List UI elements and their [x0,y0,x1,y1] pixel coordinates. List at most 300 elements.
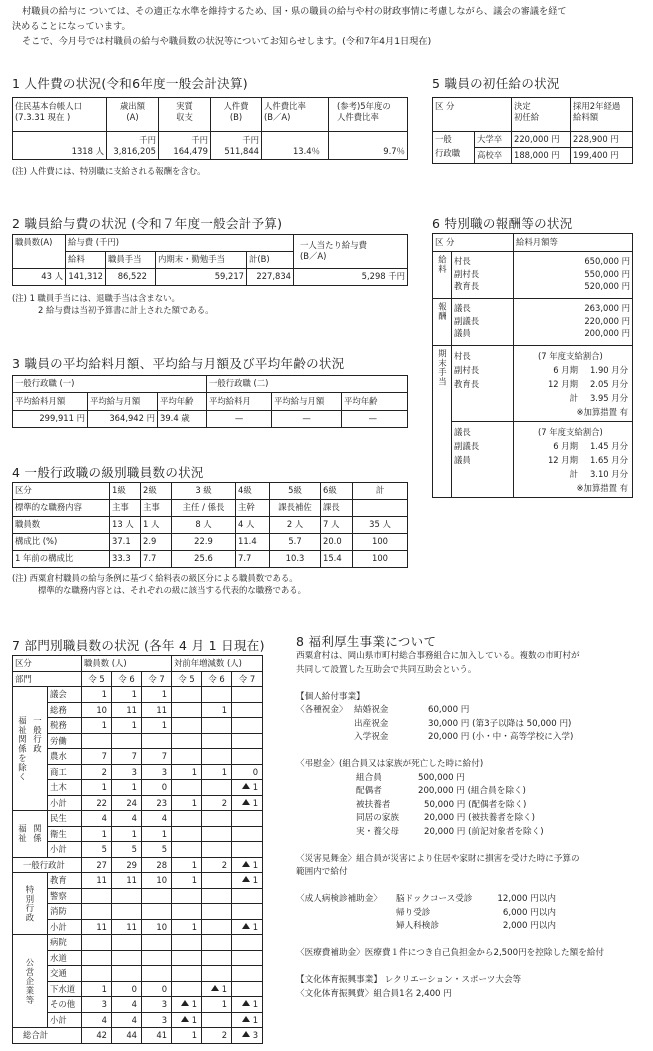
count-cell: 3 [142,764,172,780]
header-staff-count: 職員数(A) [13,235,66,269]
count-cell: 4 [82,1012,112,1028]
header-allowances: 職員手当 [106,252,156,269]
count-cell [82,935,112,951]
header-row [13,483,408,500]
personal-benefits-heading: 【個人給付事業】 [296,691,365,702]
table-cell: 5.7 [270,534,321,551]
salary-cost-table [12,234,408,286]
decrease-value: 1 [252,1014,259,1025]
header-avg-base: 平均給料月額 [13,393,88,411]
value-avg-age-2: — [342,411,408,428]
header-avg-pay-2: 平均給与月額 [272,393,342,411]
reward-positions: 議長 副議長 議員 [452,299,514,346]
table-cell: 10.3 [270,551,321,568]
count-cell [202,935,232,951]
count-cell: 7 [82,749,112,765]
intro-line-2: 決めることになっています。 [12,21,131,32]
year-col: 令 5 [82,671,112,687]
count-cell [232,842,263,858]
row-label: 区分 [13,483,110,500]
decrease-value: 1 [191,1014,198,1025]
table-row [13,904,263,920]
count-cell [202,904,232,920]
grade-staff-table [12,482,408,568]
count-cell: 4 [112,811,142,827]
table-row [13,551,408,568]
table-row [13,534,408,551]
count-cell [232,733,263,749]
value-population: 1318 人 [13,132,107,160]
count-cell: 41 [142,1028,172,1044]
count-cell: 11 [82,919,112,935]
section-4-note-1: (注) 西粟倉村職員の給与条例に基づく給料表の級区分による職員数である。 [12,573,298,583]
table-row [13,950,263,966]
department-label: 衛生 [48,826,82,842]
decrease-triangle-icon [242,876,250,882]
table-row [13,764,263,780]
count-cell [112,888,142,904]
count-cell [232,935,263,951]
section-4-title: 4 一般行政職の級別職員数の状況 [12,465,204,480]
group-general-admin: 一般 行政職 [433,132,475,164]
count-cell [232,718,263,734]
header-ratio: 人件費比率 (B／A) [262,98,329,132]
count-cell: 11 [142,702,172,718]
count-cell: 5 [82,842,112,858]
year-col: 令 7 [232,671,263,687]
count-cell [112,733,142,749]
value-avg-age: 39.4 歳 [158,411,207,428]
value-real-balance: 千円 164,479 [159,132,211,160]
table-row [13,749,263,765]
table-cell: 33.3 [110,551,141,568]
table-cell: 100 [353,551,408,568]
count-cell [202,780,232,796]
starting-salary-table [432,97,633,164]
group-general-admin: 福祉関係を除く 一般行政 [13,687,48,811]
celebration-row: 入学祝金 20,000 円 (小・中・高等学校に入学) [354,732,574,742]
header-staff-count: 職員数 (人) [82,656,172,672]
header-kubun: 区分 [13,656,82,672]
header-monthly: 給料月額等 [514,234,633,252]
count-cell: 11 [82,873,112,889]
count-cell [172,966,202,982]
table-row [13,702,263,718]
count-cell: 1 [202,997,232,1013]
intro-text [12,4,647,49]
table-cell: 11.4 [236,534,270,551]
section-1-title: 1 人件費の状況(令和6年度一般会計決算) [12,76,248,91]
count-cell [202,919,232,935]
count-cell [232,873,263,889]
table-row [13,842,263,858]
count-cell [232,1012,263,1028]
header-yoy-change: 対前年増減数 (人) [172,656,263,672]
decrease-triangle-icon [242,861,250,867]
department-label: 水道 [48,950,82,966]
header-bonus: 内期末・勤勉手当 [156,252,247,269]
value-ref-ratio: 9.7％ [329,132,408,160]
decrease-value: 1 [252,859,259,870]
count-cell: 22 [82,795,112,811]
count-cell: 4 [112,997,142,1013]
count-cell: 1 [82,981,112,997]
count-cell [232,888,263,904]
header-category: 区 分 [433,98,512,132]
count-cell: 2 [82,764,112,780]
count-cell: 2 [202,795,232,811]
after2-university: 228,900 円 [571,132,633,148]
count-cell: 1 [172,857,202,873]
count-cell: 7 [142,749,172,765]
count-cell [232,687,263,703]
count-cell: 1 [172,764,202,780]
header-population: 住民基本台帳人口 (7.3.31 現在 ) [13,98,107,132]
bonus-positions-a: 村長 副村長 教育長 [452,346,514,422]
department-label: 民生 [48,811,82,827]
count-cell: 3 [142,1012,172,1028]
table-row [13,981,263,997]
row-label: 1 年前の構成比 [13,551,110,568]
count-cell [142,888,172,904]
count-cell [232,780,263,796]
table-row [13,517,408,534]
count-cell [112,950,142,966]
condolence-row: 同居の家族 20,000 円 (被扶養者を除く) [356,813,535,823]
table-row [13,935,263,951]
year-col: 令 5 [172,671,202,687]
value-per-person: 5,298 千円 [294,269,408,286]
header-avg-age-2: 平均年齢 [342,393,408,411]
count-cell: 7 [112,749,142,765]
group-admin-2: 一般行政職 (二) [207,376,408,393]
table-cell: 2級 [141,483,172,500]
bonus-rates-a: (7 年度支給割合) 6 月期 1.90 月分 12 月期 2.05 月分 計 3.95 月分 ※加算措置 有 [514,346,633,422]
header-category: 区 分 [433,234,514,252]
count-cell: 24 [112,795,142,811]
count-cell: 4 [82,811,112,827]
count-cell [232,749,263,765]
count-cell [202,749,232,765]
count-cell [172,888,202,904]
count-cell [82,904,112,920]
count-cell: 3 [142,997,172,1013]
decrease-value: 3 [252,1030,259,1041]
count-cell [202,811,232,827]
table-row [13,919,263,935]
intro-line-3: そこで、今月号では村職員の給与や職員数の状況等についてお知らせします。(令和7年4月1日現在) [22,36,432,47]
table-row [13,826,263,842]
welfare-intro-1: 西粟倉村は、岡山県市町村総合事務組合に加入している。複数の市町村が [296,651,580,661]
count-cell [142,733,172,749]
header-total: 計(B) [247,252,294,269]
department-label: 総合計 [13,1028,82,1044]
count-cell: 1 [172,795,202,811]
section-7-title: 7 部門別職員数の状況 (各年 4 月 1 日現在) [12,638,265,653]
checkup-row: 婦人科検診 2,000 円以内 [396,921,556,931]
table-cell: 課長補佐 [270,500,321,517]
count-cell: 0 [232,764,263,780]
value-staff-count: 43 人 [13,269,66,286]
condolence-row: 被扶養者 50,000 円 (配偶者を除く) [356,799,527,810]
row-label: 標準的な職務内容 [13,500,110,517]
condolence-row: 組合員 500,000 円 [356,772,465,783]
count-cell: 0 [142,780,172,796]
table-cell: 20.0 [321,534,353,551]
header-avg-age: 平均年齢 [158,393,207,411]
section-2-note-2: 2 給与費は当初予算書に計上された額である。 [38,305,214,315]
table-cell: 13 人 [110,517,141,534]
decrease-value: 1 [191,999,198,1010]
count-cell: 1 [202,702,232,718]
culture-sports-fee: 〈文化体育振興費〉組合員1名 2,400 円 [296,988,452,999]
count-cell: 2 [202,1028,232,1044]
count-cell: 5 [142,842,172,858]
salary-amounts: 650,000 円 550,000 円 520,000 円 [514,252,633,299]
table-cell: 主任 / 係長 [172,500,236,517]
culture-sports-heading: 【文化体育振興事業】 レクリエーション・スポーツ大会等 [296,975,522,985]
section-3-title: 3 職員の平均給料月額、平均給与月額及び平均年齢の状況 [12,356,345,371]
personnel-cost-table [12,97,408,160]
count-cell: 1 [82,718,112,734]
celebration-row: 〈各種祝金〉 結婚祝金 60,000 円 [296,705,470,715]
count-cell: 1 [112,780,142,796]
count-cell: 11 [112,873,142,889]
count-cell: 44 [112,1028,142,1044]
count-cell [172,950,202,966]
table-cell: 主事 [141,500,172,517]
section-8-title: 8 福利厚生事業について [296,634,437,649]
count-cell [82,966,112,982]
count-cell [232,811,263,827]
count-cell [232,950,263,966]
decrease-value: 1 [221,983,228,994]
count-cell: 27 [82,857,112,873]
year-col: 令 7 [142,671,172,687]
count-cell: 4 [142,811,172,827]
count-cell: 1 [202,764,232,780]
count-cell [172,826,202,842]
count-cell [202,1012,232,1028]
count-cell [112,904,142,920]
count-cell: 1 [82,826,112,842]
count-cell [202,718,232,734]
header-salary-cost: 給与費 (千円) [66,235,294,252]
group-reward: 報酬 [433,299,452,346]
count-cell: 23 [142,795,172,811]
value-avg-pay: 364,942 円 [88,411,158,428]
average-salary-table [12,375,408,428]
table-row [13,500,408,517]
table-row [13,997,263,1013]
count-cell [232,1028,263,1044]
department-label: 労働 [48,733,82,749]
section-6-title: 6 特別職の報酬等の状況 [432,216,573,231]
section-4-note-2: 標準的な職務内容とは、それぞれの級に該当する代表的な職務である。 [38,585,306,595]
count-cell [82,888,112,904]
count-cell: 5 [112,842,142,858]
education-highschool: 高校卒 [475,148,512,164]
department-label: 下水道 [48,981,82,997]
table-cell: 5級 [270,483,321,500]
count-cell: 42 [82,1028,112,1044]
decrease-triangle-icon [242,799,250,805]
count-cell [172,733,202,749]
table-row [13,780,263,796]
table-cell: 35 人 [353,517,408,534]
table-row [13,687,263,703]
decrease-triangle-icon [181,1000,189,1006]
welfare-section [296,650,648,1001]
value-avg-pay-2: — [272,411,342,428]
table-cell: 2.9 [141,534,172,551]
department-label: その他 [48,997,82,1013]
count-cell [232,919,263,935]
count-cell [82,733,112,749]
count-cell [112,935,142,951]
count-cell [202,687,232,703]
table-cell: 37.1 [110,534,141,551]
count-cell: 1 [142,687,172,703]
department-label: 総務 [48,702,82,718]
value-expenditure: 千円 3,816,205 [107,132,159,160]
count-cell [142,935,172,951]
count-cell [202,826,232,842]
intro-line-1: 村職員の給与に ついては、その適正な水準を維持するため、国・県の職員の給与や村の財政事情に考慮しながら、議会の審議を経て [22,6,567,17]
count-cell: 10 [82,702,112,718]
department-label: 小計 [48,795,82,811]
department-label: 土木 [48,780,82,796]
condolence-row: 配偶者 200,000 円 (組合員を除く) [356,786,526,796]
header-expenditure: 歳出額 (A) [107,98,159,132]
table-cell: 25.6 [172,551,236,568]
table-cell: 課長 [321,500,353,517]
header-avg-pay: 平均給与月額 [88,393,158,411]
year-col: 令 6 [112,671,142,687]
table-row [13,857,263,873]
table-cell [353,500,408,517]
count-cell [232,826,263,842]
disaster-line-1: 〈災害見舞金〉組合員が災害により住居や家財に損害を受けた時に予算の [296,853,580,864]
count-cell: 3 [112,764,142,780]
table-cell: 7.7 [236,551,270,568]
decrease-value: 1 [252,875,259,886]
header-personnel-cost: 人件費 (B) [211,98,262,132]
table-cell: 4 人 [236,517,270,534]
department-staff-table [12,655,263,1044]
department-label: 消防 [48,904,82,920]
starting-highschool: 188,000 円 [512,148,571,164]
department-label: 警察 [48,888,82,904]
decrease-triangle-icon [242,1031,250,1037]
condolence-row: 実・養父母 20,000 円 (前記対象者を除く) [356,826,544,837]
department-label: 農水 [48,749,82,765]
after2-highschool: 199,400 円 [571,148,633,164]
count-cell [172,842,202,858]
count-cell [82,950,112,966]
table-cell: 8 人 [172,517,236,534]
count-cell: 1 [112,687,142,703]
table-row [13,733,263,749]
medical-subsidy: 〈医療費補助金〉医療費１件につき自己負担金から2,500円を控除した額を給付 [296,948,605,958]
count-cell: 29 [112,857,142,873]
table-row [13,1028,263,1044]
header-avg-base-2: 平均給料月 [207,393,272,411]
count-cell: 1 [172,873,202,889]
count-cell [202,873,232,889]
count-cell [142,966,172,982]
count-cell [172,702,202,718]
value-allowances: 86,522 [106,269,156,286]
table-row [13,811,263,827]
count-cell: 10 [142,873,172,889]
count-cell [202,888,232,904]
table-cell: 4級 [236,483,270,500]
count-cell: 1 [142,718,172,734]
row-label: 職員数 [13,517,110,534]
decrease-triangle-icon [242,923,250,929]
count-cell: 0 [142,981,172,997]
year-col: 令 6 [202,671,232,687]
count-cell: 11 [112,919,142,935]
decrease-value: 1 [252,782,259,793]
decrease-value: 1 [252,797,259,808]
count-cell [202,842,232,858]
decrease-value: 1 [252,999,259,1010]
count-cell [142,904,172,920]
table-cell: 1 人 [141,517,172,534]
table-cell: 15.4 [321,551,353,568]
count-cell [172,997,202,1013]
decrease-triangle-icon [242,1000,250,1006]
count-cell [232,702,263,718]
count-cell: 1 [82,780,112,796]
group-bonus: 期末手当 [433,346,452,498]
count-cell [172,749,202,765]
count-cell: 1 [172,919,202,935]
department-label: 税務 [48,718,82,734]
value-base-salary: 141,312 [66,269,106,286]
department-label: 教育 [48,873,82,889]
count-cell [232,997,263,1013]
count-cell [172,904,202,920]
count-cell [202,966,232,982]
celebration-row: 出産祝金 30,000 円 (第3子以降は 50,000 円) [354,718,572,729]
count-cell: 2 [202,857,232,873]
starting-university: 220,000 円 [512,132,571,148]
count-cell [232,857,263,873]
table-cell: 6級 [321,483,353,500]
section-2-title: 2 職員給与費の状況 (令和７年度一般会計予算) [12,216,283,231]
decrease-triangle-icon [211,985,219,991]
value-ratio: 13.4％ [262,132,329,160]
table-row [13,718,263,734]
count-cell [142,950,172,966]
count-cell [172,780,202,796]
header-after-2-years: 採用2年経過 給料額 [571,98,633,132]
bonus-rates-b: (7 年度支給割合) 6 月期 1.45 月分 12 月期 1.65 月分 計 3.10 月分 ※加算措置 有 [514,422,633,498]
count-cell: 0 [112,981,142,997]
condolence-heading: 〈弔慰金〉(組合員又は家族が死亡した時に給付) [296,759,484,769]
header-real-balance: 実質 収支 [159,98,211,132]
count-cell: 1 [82,687,112,703]
table-cell: 計 [353,483,408,500]
header-ref-ratio: (参考)5年度の 人件費比率 [329,98,408,132]
header-per-person: 一人当たり給与費 (B／A) [294,235,408,269]
group-public-enterprise: 公営企業等 [13,935,48,1028]
count-cell [232,795,263,811]
count-cell [232,981,263,997]
